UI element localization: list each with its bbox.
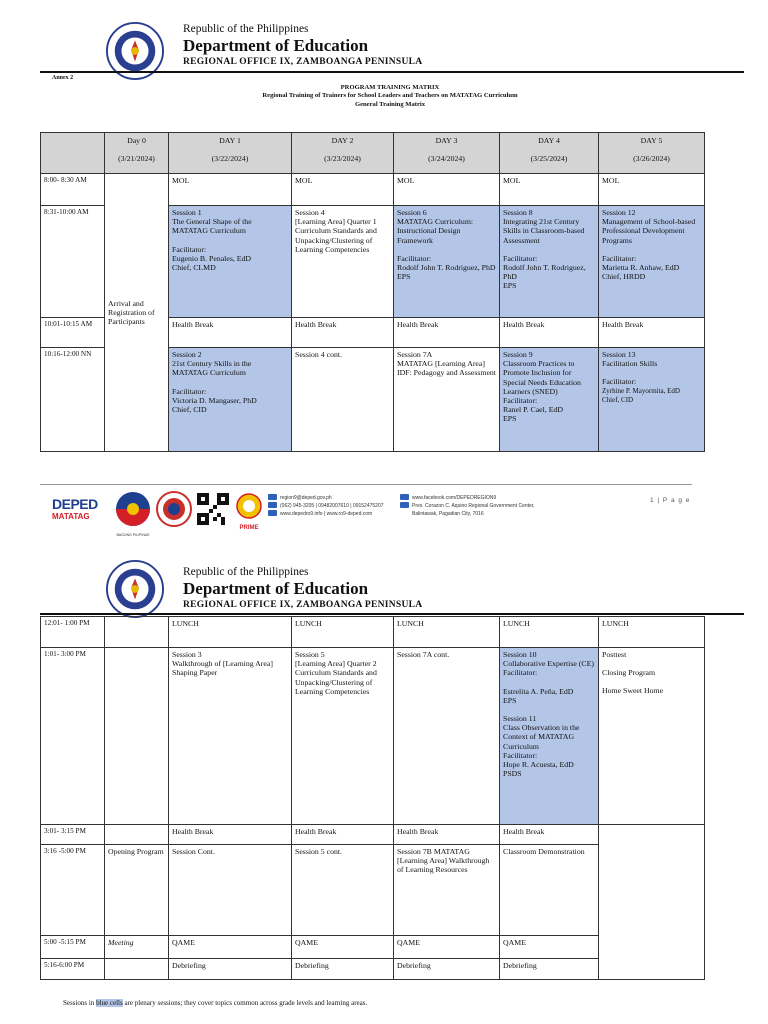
day-0-header: Day 0 (3/21/2024) xyxy=(105,133,169,174)
schedule-cell: Session Cont. xyxy=(169,845,292,936)
facilitator-position: PSDS xyxy=(503,769,522,779)
training-matrix-table-page2 xyxy=(40,616,705,980)
schedule-cell: Health Break xyxy=(500,318,599,348)
session-cell xyxy=(500,348,599,452)
session-cell xyxy=(500,648,599,825)
department-title: Department of Education xyxy=(183,579,369,598)
schedule-cell: Health Break xyxy=(500,825,599,845)
prime-badge-icon xyxy=(234,492,264,520)
session-title: Session 3 xyxy=(172,650,202,659)
facilitator-position: Chief, HRDD xyxy=(602,272,646,282)
session-title: Session 8 xyxy=(503,208,533,217)
facilitator-name: Estrelita A. Peña, EdD xyxy=(503,686,574,696)
session-title: Session 11 xyxy=(503,714,537,724)
day-0-cell xyxy=(105,825,169,845)
facilitator-position: EPS xyxy=(503,695,517,705)
session-title: Session 4 xyxy=(295,208,325,217)
region-text: REGIONAL OFFICE IX, ZAMBOANGA PENINSULA xyxy=(183,57,423,67)
deped-matatag-logo: DEPED MATATAG xyxy=(52,496,98,521)
session-cell xyxy=(394,348,500,452)
facilitator-name: Rodolf John T. Rodriguez, PhD xyxy=(397,263,496,273)
session-title: Session 12 xyxy=(602,208,636,217)
session-topic: MATATAG [Learning Area] IDF: Pedagogy and Assessment xyxy=(397,359,496,378)
republic-text: Republic of the Philippines xyxy=(183,23,309,35)
republic-text: Republic of the Philippines xyxy=(183,566,309,578)
title-line-1: PROGRAM TRAINING MATRIX xyxy=(340,84,440,91)
session-topic: Class Observation in the Context of MATATAG Curriculum xyxy=(503,723,580,751)
session-cell xyxy=(292,206,394,318)
facebook-line[interactable]: www.facebook.com/DEPEDREGION9 xyxy=(400,494,535,502)
facilitator-position: EPS xyxy=(503,281,517,291)
session-topic: Collaborative Expertise (CE) xyxy=(503,659,594,669)
schedule-cell: LUNCH xyxy=(394,617,500,648)
time-cell: 3:01- 3:15 PM xyxy=(41,825,105,845)
day-3-header: DAY 3 (3/24/2024) xyxy=(394,133,500,174)
schedule-cell: MOL xyxy=(292,174,394,206)
day-0-cell xyxy=(105,959,169,980)
facilitator-label: Facilitator: xyxy=(503,253,538,263)
schedule-cell: LUNCH xyxy=(500,617,599,648)
facilitator-position: EPS xyxy=(503,414,517,424)
schedule-cell: Health Break xyxy=(169,318,292,348)
opening-program-cell: Opening Program xyxy=(105,845,169,936)
session-cell xyxy=(599,206,705,318)
schedule-cell: Debriefing xyxy=(169,959,292,980)
address-line-1: Pres. Corazon C. Aquino Regional Government Center, xyxy=(400,502,535,510)
schedule-cell: Session 5 cont. xyxy=(292,845,394,936)
arrival-registration-cell: Arrival and Registration of Participants xyxy=(105,174,169,452)
session-cell xyxy=(394,206,500,318)
schedule-cell: MOL xyxy=(169,174,292,206)
facilitator-label: Facilitator: xyxy=(503,396,538,406)
facilitator-label: Facilitator: xyxy=(602,253,637,263)
facilitator-name: Marietta R. Anhaw, EdD xyxy=(602,263,680,273)
schedule-cell: MOL xyxy=(500,174,599,206)
schedule-cell xyxy=(599,825,705,980)
session-topic: Integrating 21st Century Skills in Classroom-based Assessment xyxy=(503,217,585,245)
day-2-header: DAY 2 (3/23/2024) xyxy=(292,133,394,174)
schedule-cell: Debriefing xyxy=(394,959,500,980)
time-cell: 3:16 -5:00 PM xyxy=(41,845,105,936)
training-matrix-table-page1 xyxy=(40,132,705,452)
session-topic: The General Shape of the MATATAG Curriculum xyxy=(172,217,252,236)
facilitator-label: Facilitator: xyxy=(503,750,538,760)
facilitator-label: Facilitator: xyxy=(602,377,637,387)
time-cell: 5:00 -5:15 PM xyxy=(41,936,105,959)
session-cell xyxy=(169,348,292,452)
session-title: Session 5 xyxy=(295,650,325,659)
schedule-cell: Health Break xyxy=(394,825,500,845)
time-cell: 8:31-10:00 AM xyxy=(41,206,105,318)
header-rule xyxy=(40,71,744,73)
session-title: Session 1 xyxy=(172,208,202,217)
session-cell xyxy=(599,348,705,452)
session-title: Session 13 xyxy=(602,350,636,359)
day-0-cell xyxy=(105,648,169,825)
schedule-cell: Health Break xyxy=(394,318,500,348)
facilitator-position: Chief, CLMD xyxy=(172,263,216,273)
session-topic: Walkthrough of [Learning Area] Shaping Paper xyxy=(172,659,273,678)
meeting-cell: Meeting xyxy=(105,936,169,959)
table-row xyxy=(41,617,705,648)
schedule-cell: Debriefing xyxy=(292,959,394,980)
schedule-cell: Health Break xyxy=(599,318,705,348)
address-line-2: Balintawak, Pagadian City, 7016 xyxy=(412,511,484,517)
regional-seal-icon xyxy=(156,491,192,527)
title-line-2: Regional Training of Trainers for School Leaders and Teachers on MATATAG Curriculum xyxy=(262,92,518,100)
closing-cell xyxy=(599,648,705,825)
email-icon xyxy=(268,494,277,500)
schedule-cell: MOL xyxy=(599,174,705,206)
facilitator-name: Ranel P. Cael, EdD xyxy=(503,405,563,415)
session-topic: [Learning Area] Quarter 1 Curriculum Standards and Unpacking/Clustering of Learning Competencies xyxy=(295,217,377,254)
facilitator-name: Zyrhine P. Mayormita, EdD xyxy=(602,386,680,395)
time-cell: 1:01- 3:00 PM xyxy=(41,648,105,825)
posttest-label: Posttest xyxy=(602,650,627,659)
facebook-icon xyxy=(400,494,409,500)
session-cell xyxy=(394,648,500,825)
schedule-cell: Debriefing xyxy=(500,959,599,980)
session-cell xyxy=(500,206,599,318)
session-topic: Management of School-based Professional Development Programs xyxy=(602,217,696,245)
schedule-cell: QAME xyxy=(500,936,599,959)
session-cell xyxy=(292,348,394,452)
facilitator-position: EPS xyxy=(397,272,411,282)
facilitator-name: Hope R. Acuesta, EdD xyxy=(503,760,574,770)
schedule-cell: Classroom Demonstration xyxy=(500,845,599,936)
session-title: Session 2 xyxy=(172,350,202,359)
schedule-cell: QAME xyxy=(292,936,394,959)
page-footer xyxy=(40,478,744,538)
session-topic: MATATAG Curriculum: Instructional Design Framework xyxy=(397,217,474,245)
closing-program-label: Closing Program xyxy=(602,668,656,678)
schedule-cell: Session 7B MATATAG [Learning Area] Walkthrough of Learning Resources xyxy=(394,845,500,936)
facilitator-label: Facilitator: xyxy=(503,668,538,678)
region-text: REGIONAL OFFICE IX, ZAMBOANGA PENINSULA xyxy=(183,600,423,610)
globe-icon xyxy=(268,510,277,516)
website-line[interactable]: www.depedro9.info | www.ro9-deped.com xyxy=(268,510,384,518)
qr-code-icon xyxy=(197,493,229,525)
time-cell: 10:01-10:15 AM xyxy=(41,318,105,348)
schedule-cell: LUNCH xyxy=(292,617,394,648)
facilitator-label: Facilitator: xyxy=(397,253,432,263)
session-topic: [Learning Area] Quarter 2 Curriculum Standards and Unpacking/Clustering of Learning Competencies xyxy=(295,659,377,696)
matrix-titles xyxy=(40,84,740,109)
facilitator-position: Chief, CID xyxy=(172,405,207,415)
time-cell: 8:00- 8:30 AM xyxy=(41,174,105,206)
session-title: Session 9 xyxy=(503,350,533,359)
schedule-cell: QAME xyxy=(394,936,500,959)
email-line[interactable]: region9@deped.gov.ph xyxy=(268,494,384,502)
schedule-cell: Health Break xyxy=(292,318,394,348)
time-cell: 5:16-6:00 PM xyxy=(41,959,105,980)
header-rule xyxy=(40,613,744,615)
facilitator-label: Facilitator: xyxy=(172,386,207,396)
session-topic: Classroom Practices to Promote Inclusion for Special Needs Education Learners (SNED) xyxy=(503,359,581,396)
day-header-row xyxy=(41,133,705,174)
social-address-info xyxy=(400,494,535,518)
deped-seal-icon xyxy=(106,560,164,618)
page-number: 1 | P a g e xyxy=(650,497,691,504)
table-row xyxy=(41,825,705,845)
schedule-cell: Health Break xyxy=(292,825,394,845)
contact-info xyxy=(268,494,384,518)
schedule-cell: MOL xyxy=(394,174,500,206)
table-row xyxy=(41,174,705,206)
session-cell xyxy=(169,648,292,825)
day-5-header: DAY 5 (3/26/2024) xyxy=(599,133,705,174)
location-pin-icon xyxy=(400,502,409,508)
bagong-pilipinas-icon xyxy=(110,490,156,528)
time-cell: 12:01- 1:00 PM xyxy=(41,617,105,648)
prime-logo: PRIME xyxy=(234,492,264,530)
home-sweet-home-label: Home Sweet Home xyxy=(602,686,664,696)
table-row xyxy=(41,648,705,825)
day-4-header: DAY 4 (3/25/2024) xyxy=(500,133,599,174)
annex-label: Annex 2 xyxy=(52,75,74,81)
phone-icon xyxy=(268,502,277,508)
schedule-cell: LUNCH xyxy=(599,617,705,648)
schedule-cell: QAME xyxy=(169,936,292,959)
facilitator-name: Eugenio B. Penales, EdD xyxy=(172,253,252,263)
time-cell: 10:16-12:00 NN xyxy=(41,348,105,452)
session-title: Session 6 xyxy=(397,208,427,217)
session-topic: 21st Century Skills in the MATATAG Curriculum xyxy=(172,359,252,378)
facilitator-label: Facilitator: xyxy=(172,244,207,254)
day-0-cell xyxy=(105,617,169,648)
footer-rule xyxy=(40,484,692,485)
session-title: Session 7A xyxy=(397,350,433,359)
footnote: Sessions in blue cells are plenary sessions; they cover topics common across grade levels and learning areas. xyxy=(63,999,368,1007)
highlighted-text: blue cells xyxy=(96,999,123,1007)
corner-cell xyxy=(41,133,105,174)
session-title: Session 7A cont. xyxy=(397,650,450,659)
bagong-pilipinas-logo: BAGONG PILIPINAS xyxy=(110,490,156,536)
session-title: Session 4 cont. xyxy=(295,350,342,359)
facilitator-name: Victoria D. Mangaser, PhD xyxy=(172,395,257,405)
facilitator-name: Rodolf John T. Rodriguez, PhD xyxy=(503,263,586,282)
session-cell xyxy=(169,206,292,318)
schedule-cell: Health Break xyxy=(169,825,292,845)
facilitator-position: Chief, CID xyxy=(602,395,634,404)
phone-line: (062) 945-3205 | 09482007610 | 09152475207 xyxy=(268,502,384,510)
session-title: Session 10 xyxy=(503,650,537,659)
session-topic: Facilitation Skills xyxy=(602,359,658,369)
schedule-cell: LUNCH xyxy=(169,617,292,648)
day-1-header: DAY 1 (3/22/2024) xyxy=(169,133,292,174)
title-line-3: General Training Matrix xyxy=(354,100,426,108)
session-cell xyxy=(292,648,394,825)
department-title: Department of Education xyxy=(183,36,369,55)
